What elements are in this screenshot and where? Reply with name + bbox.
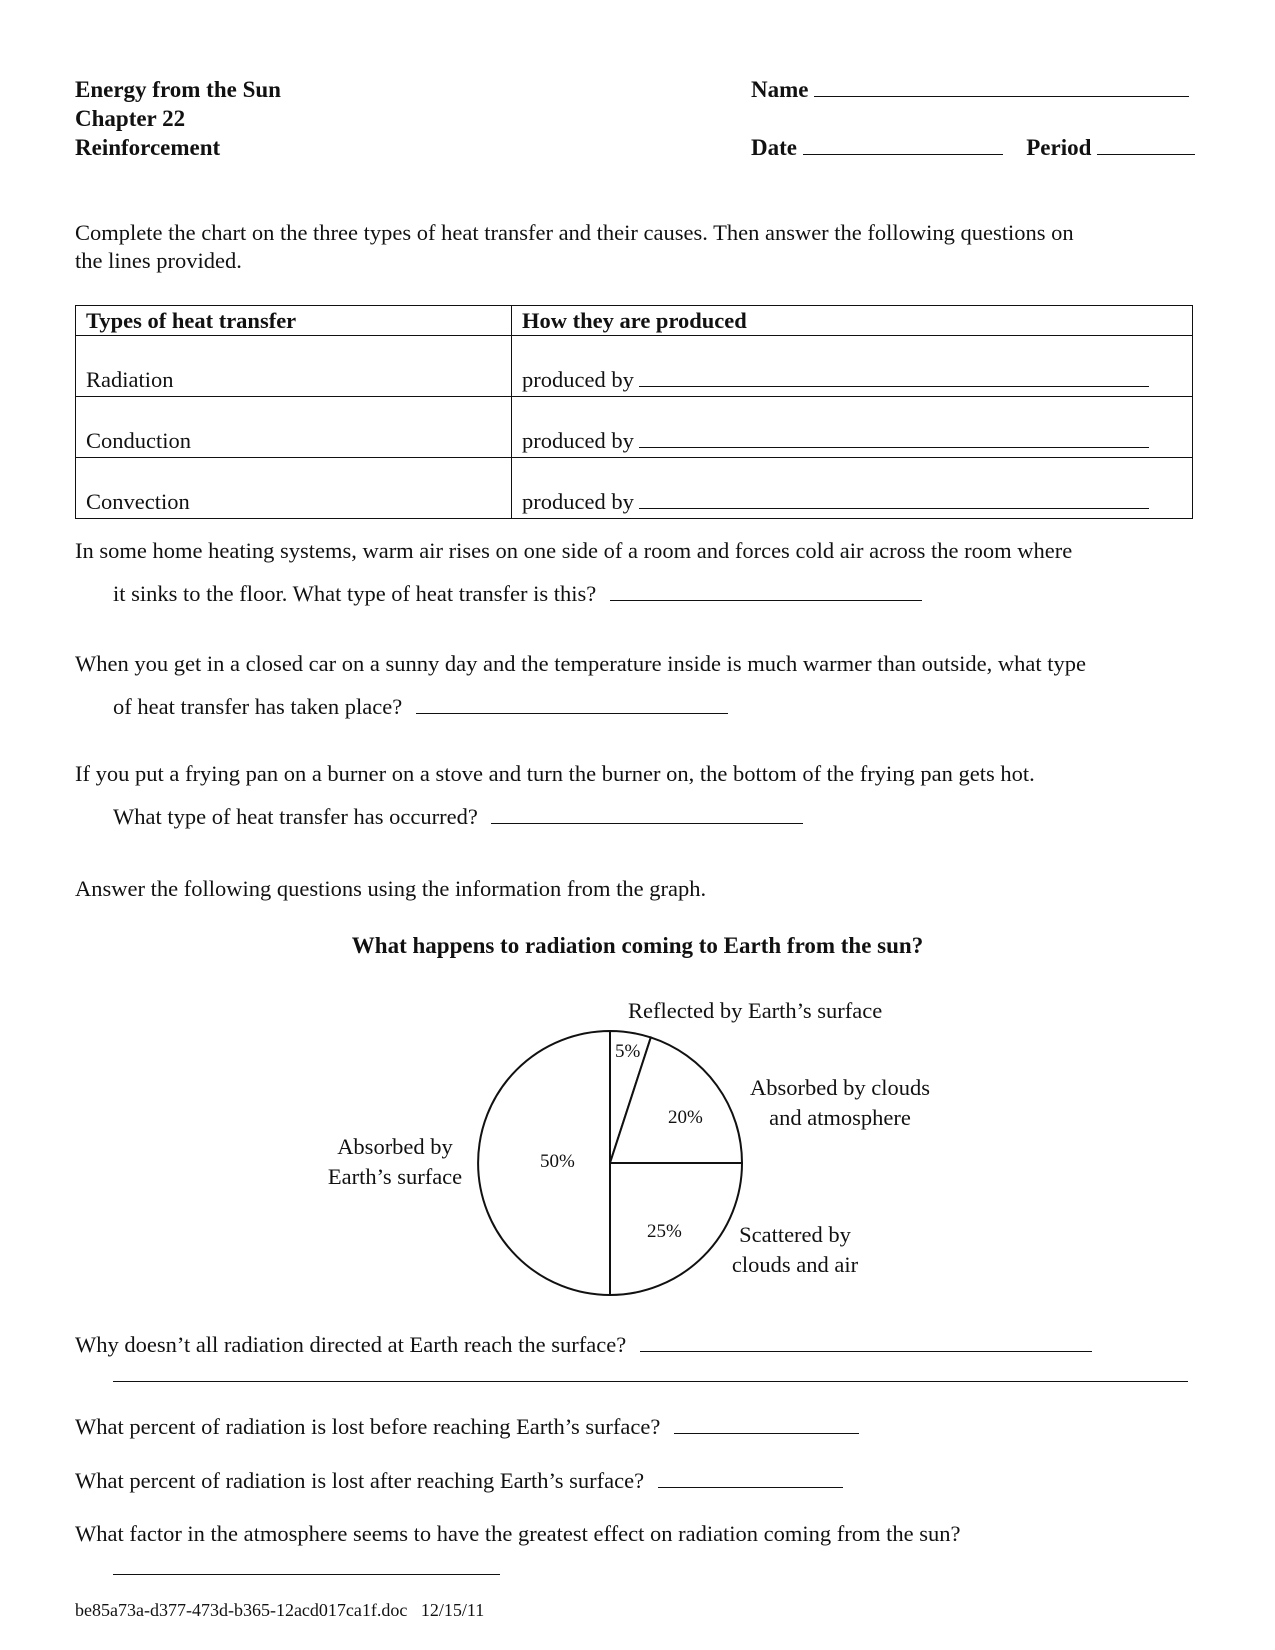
- label-absorbed-by-clouds: [740, 1073, 940, 1133]
- pie-slices: [478, 1031, 742, 1295]
- date-label: Date: [751, 135, 797, 160]
- question-line-2: it sinks to the floor. What type of heat transfer is this?: [113, 581, 597, 606]
- graph-question-3: [75, 1467, 843, 1495]
- answer-blank[interactable]: [674, 1413, 859, 1434]
- question-line-2: What type of heat transfer has occurred?: [113, 804, 478, 829]
- table-header-produced: How they are produced: [512, 306, 1193, 336]
- produced-by-label: produced by: [522, 367, 634, 392]
- graph-question-4: What factor in the atmosphere seems to have the greatest effect on radiation coming from the sun?: [75, 1521, 961, 1546]
- slice-value-scattered: 25%: [647, 1221, 682, 1242]
- table-header-types: Types of heat transfer: [76, 306, 512, 336]
- question-line-2: of heat transfer has taken place?: [113, 694, 403, 719]
- graph-question-1: [75, 1331, 1092, 1359]
- chapter-label: Chapter 22: [75, 106, 186, 131]
- question-line-1: In some home heating systems, warm air rises on one side of a room and forces cold air across the room where: [75, 538, 1073, 563]
- label-absorbed-by-earth: [315, 1132, 475, 1192]
- answer-blank[interactable]: [640, 1331, 1092, 1352]
- question-text: What percent of radiation is lost after reaching Earth’s surface?: [75, 1468, 645, 1493]
- label-line: Earth’s surface: [327, 1164, 463, 1189]
- slice-value-earth-surface: 50%: [540, 1151, 575, 1172]
- produced-by-label: produced by: [522, 489, 634, 514]
- footer-filename: be85a73a-d377-473d-b365-12acd017ca1f.doc 12/15/11: [75, 1600, 485, 1620]
- produced-by-label: produced by: [522, 428, 634, 453]
- question-text: Why doesn’t all radiation directed at Earth reach the surface?: [75, 1332, 627, 1357]
- slice-value-reflected: 5%: [615, 1041, 641, 1062]
- answer-blank-line[interactable]: [113, 1381, 1188, 1382]
- answer-blank[interactable]: [658, 1467, 843, 1488]
- table-cell-type: Radiation: [76, 336, 512, 397]
- label-line: and atmosphere: [769, 1105, 911, 1130]
- worksheet-title: Energy from the Sun: [75, 77, 281, 102]
- question-line-1: If you put a frying pan on a burner on a stove and turn the burner on, the bottom of the frying pan gets hot.: [75, 761, 1035, 786]
- table-cell-type: Convection: [76, 458, 512, 519]
- answer-blank-line[interactable]: [113, 1574, 500, 1575]
- question-text: What percent of radiation is lost before reaching Earth’s surface?: [75, 1414, 661, 1439]
- label-line: Absorbed by clouds: [750, 1075, 930, 1100]
- slice-value-clouds-atmosphere: 20%: [668, 1107, 703, 1128]
- graph-intro: Answer the following questions using the information from the graph.: [75, 876, 707, 901]
- instructions-line-2: the lines provided.: [75, 248, 242, 273]
- name-label: Name: [751, 77, 809, 102]
- question-line-1: When you get in a closed car on a sunny day and the temperature inside is much warmer than outside, what type: [75, 651, 1086, 676]
- chart-title: What happens to radiation coming to Earth from the sun?: [351, 933, 924, 958]
- section-label: Reinforcement: [75, 135, 221, 160]
- label-reflected-by-surface: Reflected by Earth’s surface: [628, 998, 883, 1023]
- table-cell-type: Conduction: [76, 397, 512, 458]
- period-label: Period: [1026, 135, 1092, 160]
- instructions-line-1: Complete the chart on the three types of heat transfer and their causes. Then answer the following questions on: [75, 220, 1074, 245]
- label-scattered-by-clouds: [715, 1220, 875, 1280]
- label-line: clouds and air: [731, 1252, 859, 1277]
- graph-question-2: [75, 1413, 859, 1441]
- label-line: Absorbed by: [337, 1134, 453, 1159]
- label-line: Scattered by: [739, 1222, 851, 1247]
